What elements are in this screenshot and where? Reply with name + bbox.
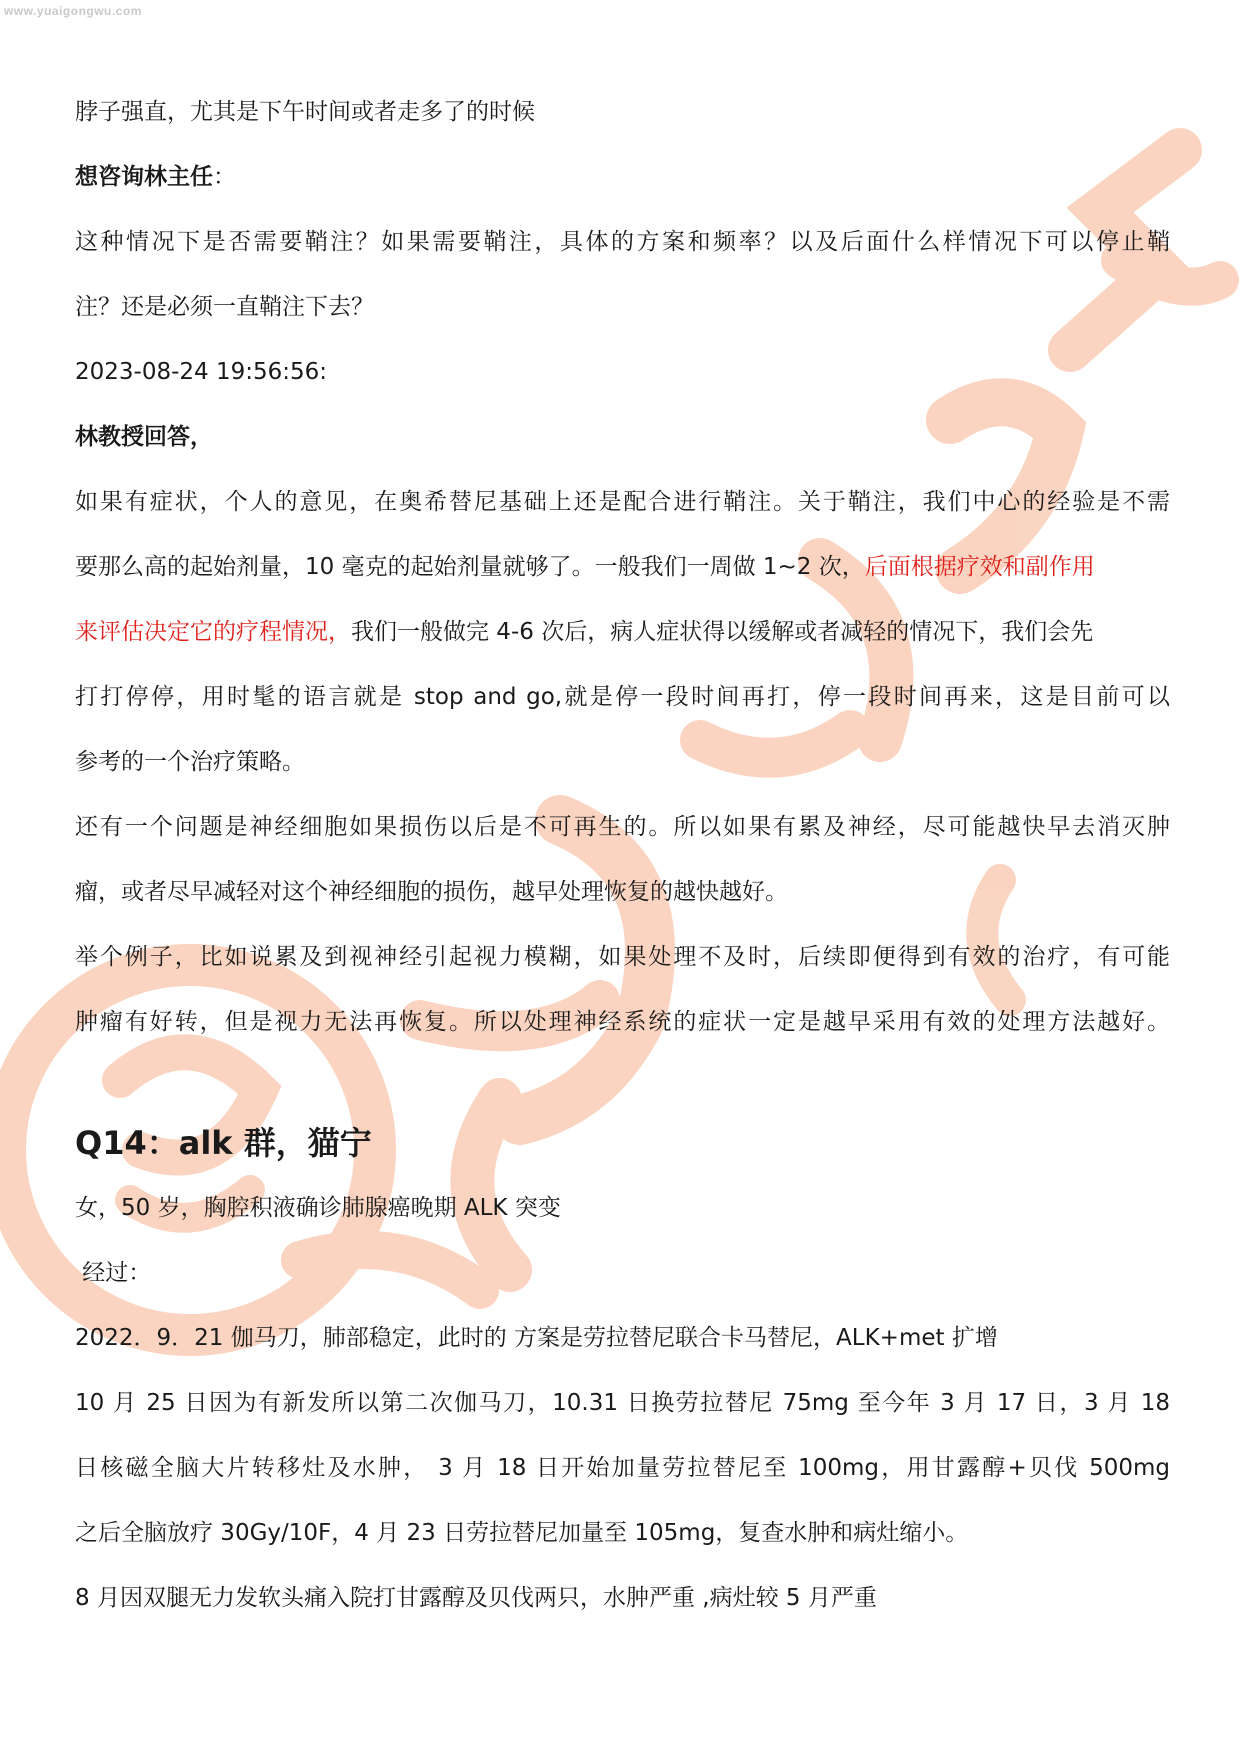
site-url-watermark: www.yuaigongwu.com [4,4,142,18]
paragraph-line: 女，50 岁，胸腔积液确诊肺腺癌晚期 ALK 突变 [75,1195,561,1221]
paragraph-line: 参考的一个治疗策略。 [75,749,305,775]
question-prompt [75,145,1170,210]
paragraph-line: 之后全脑放疗 30Gy/10F，4 月 23 日劳拉替尼加量至 105mg，复查水肿和病灶缩小。 [75,1520,969,1546]
question-label: 想咨询林主任 [75,164,213,190]
paragraph-line [75,600,1170,665]
paragraph-line: 10 月 25 日因为有新发所以第二次伽马刀，10.31 日换劳拉替尼 75mg 至今年 3 月 17 日，3 月 18 [75,1390,1170,1416]
paragraph-line: 注？还是必须一直鞘注下去？ [75,294,374,320]
paragraph-line: 瘤，或者尽早减轻对这个神经细胞的损伤，越早处理恢复的越快越好。 [75,879,788,905]
highlighted-text: 后面根据疗效和副作用 [864,554,1095,580]
paragraph-line: 8 月因双腿无力发软头痛入院打甘露醇及贝伐两只，水肿严重 ,病灶较 5 月严重 [75,1585,877,1611]
paragraph-line: 肿瘤有好转，但是视力无法再恢复。所以处理神经系统的症状一定是越早采用有效的处理方法越好。 [75,1009,1170,1035]
paragraph-line [75,535,1170,600]
paragraph-line: 如果有症状，个人的意见，在奥希替尼基础上还是配合进行鞘注。关于鞘注，我们中心的经验是不需 [75,489,1170,515]
paragraph-line: 还有一个问题是神经细胞如果损伤以后是不可再生的。所以如果有累及神经，尽可能越快早去消灭肿 [75,814,1170,840]
paragraph-line: 举个例子，比如说累及到视神经引起视力模糊，如果处理不及时，后续即便得到有效的治疗，有可能 [75,944,1170,970]
paragraph-line: 打打停停，用时髦的语言就是 stop and go,就是停一段时间再打，停一段时间再来，这是目前可以 [75,684,1170,710]
paragraph-line: 这种情况下是否需要鞘注？如果需要鞘注，具体的方案和频率？以及后面什么样情况下可以停止鞘 [75,229,1170,255]
paragraph-line: 日核磁全脑大片转移灶及水肿， 3 月 18 日开始加量劳拉替尼至 100mg，用甘露醇+贝伐 500mg [75,1455,1170,1481]
section-heading-q14: Q14：alk 群，猫宁 [75,1124,372,1162]
colon: ： [213,164,236,190]
document-body [75,80,1170,1631]
paragraph-line: 脖子强直，尤其是下午时间或者走多了的时候 [75,99,535,125]
paragraph-line: 2022．9．21 伽马刀，肺部稳定，此时的 方案是劳拉替尼联合卡马替尼，ALK+met 扩增 [75,1325,998,1351]
text-span: 我们一般做完 4-6 次后，病人症状得以缓解或者减轻的情况下，我们会先 [351,619,1094,645]
paragraph-line: 经过： [75,1260,152,1286]
answer-label: 林教授回答， [75,424,213,450]
spacer [75,1055,1170,1075]
timestamp: 2023-08-24 19:56:56: [75,359,328,385]
highlighted-text: 来评估决定它的疗程情况， [75,619,351,645]
text-span: 要那么高的起始剂量，10 毫克的起始剂量就够了。一般我们一周做 1~2 次， [75,554,865,580]
